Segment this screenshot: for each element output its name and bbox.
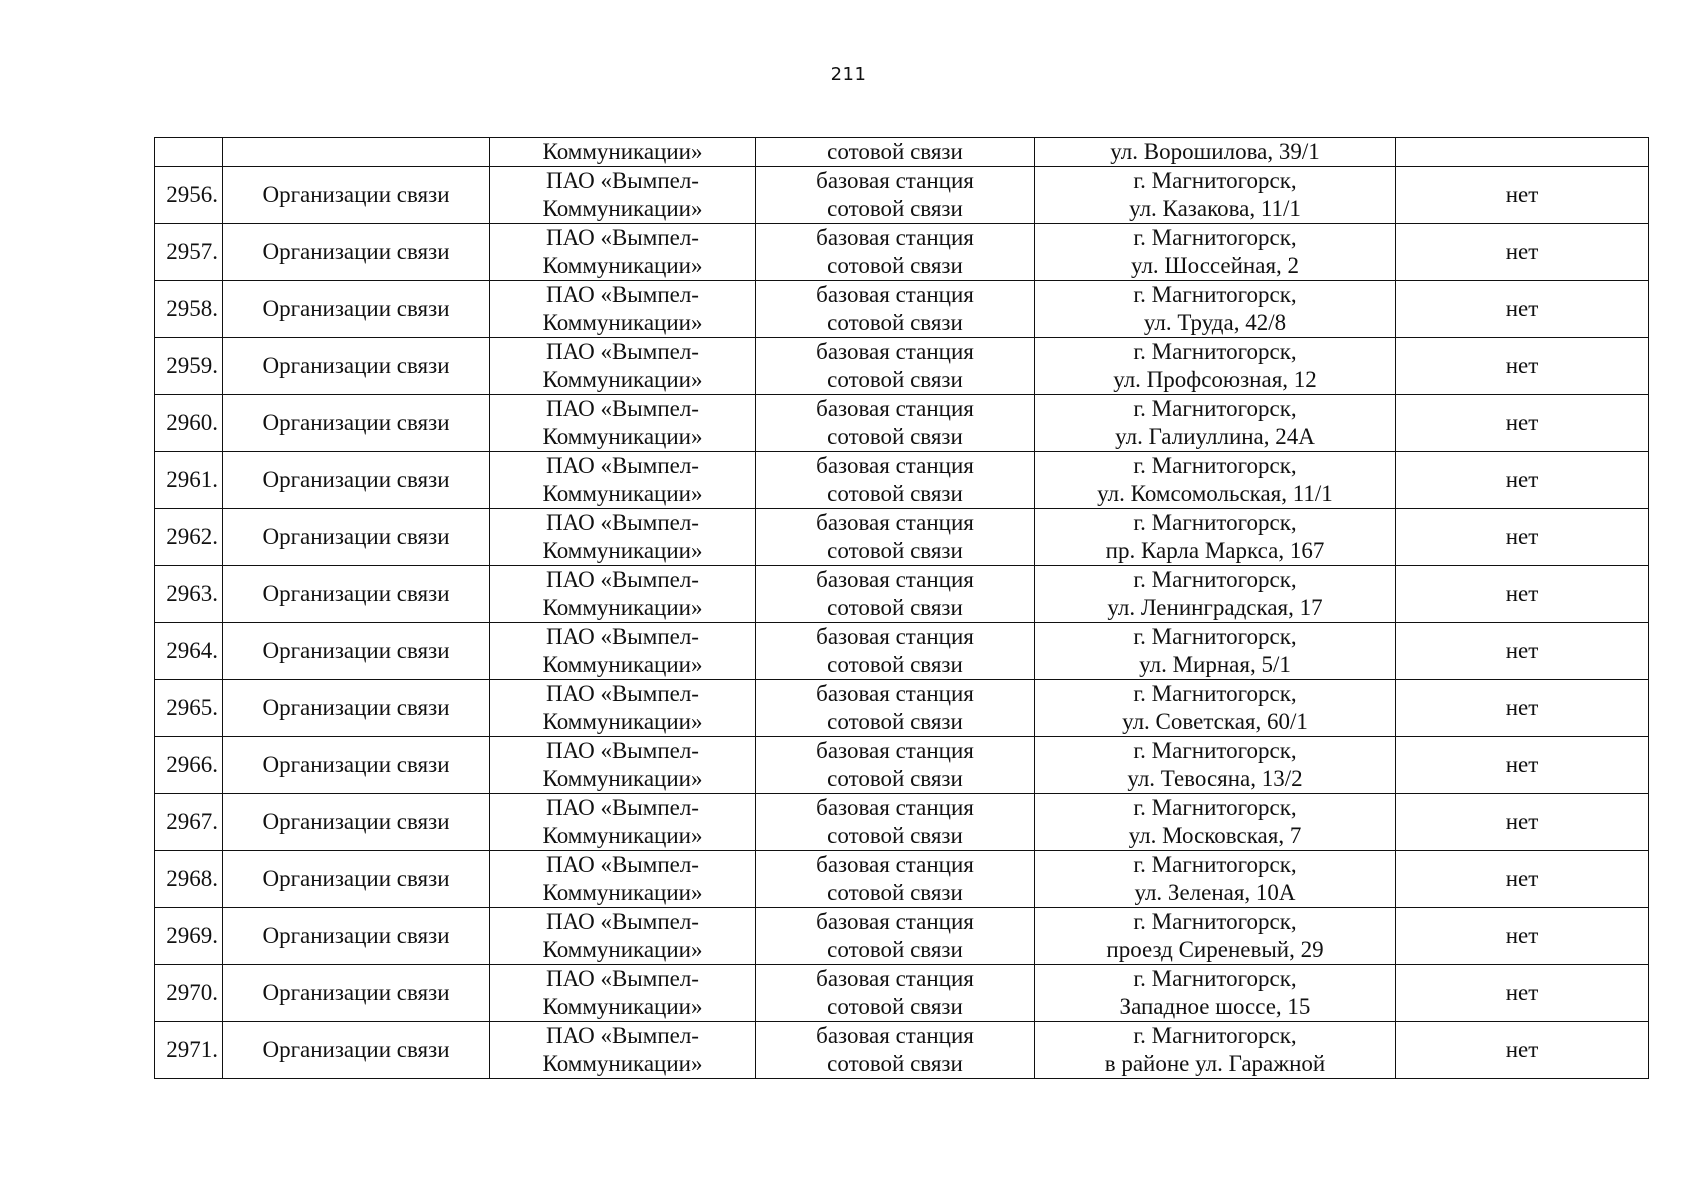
note-cell: нет: [1396, 737, 1649, 794]
address-line: г. Магнитогорск,: [1133, 510, 1297, 535]
organization-cell: Коммуникации»: [490, 138, 756, 167]
organization-line: Коммуникации»: [542, 538, 703, 563]
row-number-cell: 2957.: [155, 224, 223, 281]
object-type-cell: [756, 623, 1035, 680]
table-row: [155, 623, 1649, 680]
address-line: г. Магнитогорск,: [1133, 795, 1297, 820]
address-cell: [1035, 395, 1396, 452]
row-number-cell: 2965.: [155, 680, 223, 737]
object-type-cell: [756, 281, 1035, 338]
category-cell: Организации связи: [223, 737, 490, 794]
object-type-cell: сотовой связи: [756, 138, 1035, 167]
organization-line: Коммуникации»: [542, 766, 703, 791]
address-cell: [1035, 680, 1396, 737]
note-cell: нет: [1396, 965, 1649, 1022]
organization-line: Коммуникации»: [542, 709, 703, 734]
address-line: ул. Советская, 60/1: [1122, 709, 1308, 734]
organization-line: ПАО «Вымпел-: [546, 795, 699, 820]
address-line: г. Магнитогорск,: [1133, 852, 1297, 877]
note-cell: нет: [1396, 851, 1649, 908]
table-row: [155, 395, 1649, 452]
organization-cell: [490, 281, 756, 338]
address-line: г. Магнитогорск,: [1133, 1023, 1297, 1048]
note-cell: нет: [1396, 509, 1649, 566]
object-type-line: сотовой связи: [827, 823, 963, 848]
object-type-cell: [756, 509, 1035, 566]
row-number-cell: [155, 138, 223, 167]
table-row: [155, 167, 1649, 224]
organization-cell: [490, 794, 756, 851]
row-number-cell: 2966.: [155, 737, 223, 794]
object-type-line: базовая станция: [816, 339, 974, 364]
organization-cell: [490, 1022, 756, 1079]
table-row: [155, 509, 1649, 566]
table-row: [155, 965, 1649, 1022]
object-type-cell: [756, 224, 1035, 281]
object-type-line: базовая станция: [816, 909, 974, 934]
object-type-cell: [756, 338, 1035, 395]
address-line: ул. Мирная, 5/1: [1139, 652, 1291, 677]
organization-line: ПАО «Вымпел-: [546, 396, 699, 421]
row-number-cell: 2962.: [155, 509, 223, 566]
row-number-cell: 2971.: [155, 1022, 223, 1079]
organization-line: ПАО «Вымпел-: [546, 624, 699, 649]
note-cell: нет: [1396, 623, 1649, 680]
address-line: Западное шоссе, 15: [1119, 994, 1311, 1019]
organization-line: ПАО «Вымпел-: [546, 567, 699, 592]
organization-cell: [490, 338, 756, 395]
object-type-line: базовая станция: [816, 795, 974, 820]
organization-line: Коммуникации»: [542, 880, 703, 905]
note-cell: нет: [1396, 395, 1649, 452]
row-number-cell: 2964.: [155, 623, 223, 680]
object-type-line: базовая станция: [816, 624, 974, 649]
organization-line: Коммуникации»: [542, 253, 703, 278]
organization-cell: [490, 452, 756, 509]
organization-line: Коммуникации»: [542, 937, 703, 962]
object-type-cell: [756, 452, 1035, 509]
object-type-cell: [756, 395, 1035, 452]
object-type-line: сотовой связи: [827, 196, 963, 221]
object-type-line: сотовой связи: [827, 652, 963, 677]
registry-table: [154, 137, 1649, 1079]
object-type-line: базовая станция: [816, 168, 974, 193]
table-row: [155, 908, 1649, 965]
address-cell: [1035, 452, 1396, 509]
category-cell: Организации связи: [223, 338, 490, 395]
address-cell: [1035, 623, 1396, 680]
object-type-line: базовая станция: [816, 852, 974, 877]
organization-line: ПАО «Вымпел-: [546, 681, 699, 706]
organization-line: ПАО «Вымпел-: [546, 852, 699, 877]
object-type-line: сотовой связи: [827, 481, 963, 506]
address-line: ул. Комсомольская, 11/1: [1097, 481, 1333, 506]
row-number-cell: 2963.: [155, 566, 223, 623]
note-cell: нет: [1396, 1022, 1649, 1079]
object-type-line: сотовой связи: [827, 310, 963, 335]
object-type-line: базовая станция: [816, 282, 974, 307]
address-cell: [1035, 794, 1396, 851]
object-type-line: сотовой связи: [827, 880, 963, 905]
category-cell: Организации связи: [223, 851, 490, 908]
note-cell: нет: [1396, 908, 1649, 965]
row-number-cell: 2969.: [155, 908, 223, 965]
organization-line: ПАО «Вымпел-: [546, 510, 699, 535]
category-cell: Организации связи: [223, 623, 490, 680]
category-cell: Организации связи: [223, 167, 490, 224]
row-number-cell: 2961.: [155, 452, 223, 509]
object-type-line: базовая станция: [816, 453, 974, 478]
table-row: [155, 281, 1649, 338]
note-cell: нет: [1396, 224, 1649, 281]
note-cell: нет: [1396, 167, 1649, 224]
organization-line: Коммуникации»: [542, 595, 703, 620]
organization-cell: [490, 167, 756, 224]
object-type-cell: [756, 794, 1035, 851]
continuation-row: [155, 138, 1649, 167]
address-cell: [1035, 851, 1396, 908]
address-cell: [1035, 167, 1396, 224]
organization-line: Коммуникации»: [542, 481, 703, 506]
row-number-cell: 2967.: [155, 794, 223, 851]
object-type-line: сотовой связи: [827, 709, 963, 734]
organization-line: ПАО «Вымпел-: [546, 738, 699, 763]
registry-table-body: [155, 138, 1649, 1079]
address-line: г. Магнитогорск,: [1133, 453, 1297, 478]
category-cell: Организации связи: [223, 965, 490, 1022]
organization-cell: [490, 851, 756, 908]
object-type-cell: [756, 965, 1035, 1022]
organization-line: Коммуникации»: [542, 652, 703, 677]
address-line: г. Магнитогорск,: [1133, 225, 1297, 250]
organization-line: Коммуникации»: [542, 310, 703, 335]
address-line: ул. Московская, 7: [1128, 823, 1302, 848]
organization-line: ПАО «Вымпел-: [546, 168, 699, 193]
category-cell: Организации связи: [223, 509, 490, 566]
object-type-cell: [756, 737, 1035, 794]
address-cell: [1035, 566, 1396, 623]
address-line: проезд Сиреневый, 29: [1106, 937, 1324, 962]
address-line: ул. Ленинградская, 17: [1107, 595, 1323, 620]
object-type-line: сотовой связи: [827, 424, 963, 449]
object-type-line: сотовой связи: [827, 994, 963, 1019]
object-type-line: сотовой связи: [827, 367, 963, 392]
organization-line: Коммуникации»: [542, 424, 703, 449]
table-row: [155, 680, 1649, 737]
object-type-cell: [756, 566, 1035, 623]
row-number-cell: 2959.: [155, 338, 223, 395]
address-cell: [1035, 965, 1396, 1022]
category-cell: Организации связи: [223, 224, 490, 281]
organization-cell: [490, 965, 756, 1022]
row-number-cell: 2970.: [155, 965, 223, 1022]
category-cell: Организации связи: [223, 395, 490, 452]
category-cell: Организации связи: [223, 794, 490, 851]
row-number-cell: 2958.: [155, 281, 223, 338]
category-cell: Организации связи: [223, 680, 490, 737]
organization-line: Коммуникации»: [542, 196, 703, 221]
note-cell: нет: [1396, 680, 1649, 737]
row-number-cell: 2956.: [155, 167, 223, 224]
object-type-line: сотовой связи: [827, 595, 963, 620]
address-line: г. Магнитогорск,: [1133, 567, 1297, 592]
object-type-line: базовая станция: [816, 681, 974, 706]
address-line: ул. Профсоюзная, 12: [1113, 367, 1317, 392]
organization-cell: [490, 224, 756, 281]
address-cell: ул. Ворошилова, 39/1: [1035, 138, 1396, 167]
organization-cell: [490, 623, 756, 680]
address-line: в районе ул. Гаражной: [1104, 1051, 1326, 1076]
address-line: ул. Зеленая, 10А: [1134, 880, 1296, 905]
organization-cell: [490, 395, 756, 452]
category-cell: Организации связи: [223, 1022, 490, 1079]
organization-line: ПАО «Вымпел-: [546, 909, 699, 934]
object-type-cell: [756, 851, 1035, 908]
object-type-line: базовая станция: [816, 225, 974, 250]
address-line: г. Магнитогорск,: [1133, 624, 1297, 649]
row-number-cell: 2968.: [155, 851, 223, 908]
category-cell: Организации связи: [223, 566, 490, 623]
address-line: ул. Казакова, 11/1: [1129, 196, 1301, 221]
address-line: г. Магнитогорск,: [1133, 681, 1297, 706]
object-type-cell: [756, 167, 1035, 224]
address-line: г. Магнитогорск,: [1133, 396, 1297, 421]
organization-cell: [490, 737, 756, 794]
address-cell: [1035, 338, 1396, 395]
address-cell: [1035, 908, 1396, 965]
address-cell: [1035, 224, 1396, 281]
address-line: пр. Карла Маркса, 167: [1105, 538, 1325, 563]
address-line: ул. Труда, 42/8: [1143, 310, 1287, 335]
address-cell: [1035, 509, 1396, 566]
note-cell: нет: [1396, 338, 1649, 395]
object-type-line: базовая станция: [816, 510, 974, 535]
object-type-line: базовая станция: [816, 567, 974, 592]
organization-line: Коммуникации»: [542, 823, 703, 848]
table-row: [155, 737, 1649, 794]
organization-line: ПАО «Вымпел-: [546, 453, 699, 478]
organization-line: Коммуникации»: [542, 994, 703, 1019]
table-row: [155, 224, 1649, 281]
table-row: [155, 452, 1649, 509]
category-cell: Организации связи: [223, 281, 490, 338]
row-number-cell: 2960.: [155, 395, 223, 452]
address-line: г. Магнитогорск,: [1133, 909, 1297, 934]
table-row: [155, 338, 1649, 395]
organization-line: ПАО «Вымпел-: [546, 282, 699, 307]
object-type-line: базовая станция: [816, 738, 974, 763]
organization-cell: [490, 509, 756, 566]
organization-cell: [490, 908, 756, 965]
object-type-cell: [756, 1022, 1035, 1079]
object-type-line: сотовой связи: [827, 253, 963, 278]
address-line: ул. Шоссейная, 2: [1130, 253, 1300, 278]
category-cell: Организации связи: [223, 908, 490, 965]
object-type-line: сотовой связи: [827, 937, 963, 962]
address-line: г. Магнитогорск,: [1133, 339, 1297, 364]
object-type-line: сотовой связи: [827, 538, 963, 563]
address-line: ул. Тевосяна, 13/2: [1127, 766, 1303, 791]
object-type-cell: [756, 680, 1035, 737]
organization-line: ПАО «Вымпел-: [546, 966, 699, 991]
object-type-line: сотовой связи: [827, 766, 963, 791]
table-row: [155, 851, 1649, 908]
object-type-line: базовая станция: [816, 396, 974, 421]
organization-line: ПАО «Вымпел-: [546, 339, 699, 364]
organization-cell: [490, 566, 756, 623]
note-cell: нет: [1396, 566, 1649, 623]
address-line: ул. Галиуллина, 24А: [1115, 424, 1315, 449]
organization-line: Коммуникации»: [542, 1051, 703, 1076]
organization-line: Коммуникации»: [542, 367, 703, 392]
note-cell: нет: [1396, 452, 1649, 509]
address-line: г. Магнитогорск,: [1133, 738, 1297, 763]
organization-cell: [490, 680, 756, 737]
address-cell: [1035, 737, 1396, 794]
object-type-line: базовая станция: [816, 966, 974, 991]
organization-line: ПАО «Вымпел-: [546, 1023, 699, 1048]
organization-line: ПАО «Вымпел-: [546, 225, 699, 250]
object-type-cell: [756, 908, 1035, 965]
note-cell: нет: [1396, 281, 1649, 338]
note-cell: [1396, 138, 1649, 167]
address-line: г. Магнитогорск,: [1133, 168, 1297, 193]
table-row: [155, 566, 1649, 623]
table-row: [155, 1022, 1649, 1079]
category-cell: [223, 138, 490, 167]
object-type-line: базовая станция: [816, 1023, 974, 1048]
note-cell: нет: [1396, 794, 1649, 851]
address-cell: [1035, 1022, 1396, 1079]
table-row: [155, 794, 1649, 851]
object-type-line: сотовой связи: [827, 1051, 963, 1076]
address-cell: [1035, 281, 1396, 338]
address-line: г. Магнитогорск,: [1133, 966, 1297, 991]
address-line: г. Магнитогорск,: [1133, 282, 1297, 307]
page-number: 211: [830, 64, 867, 85]
category-cell: Организации связи: [223, 452, 490, 509]
